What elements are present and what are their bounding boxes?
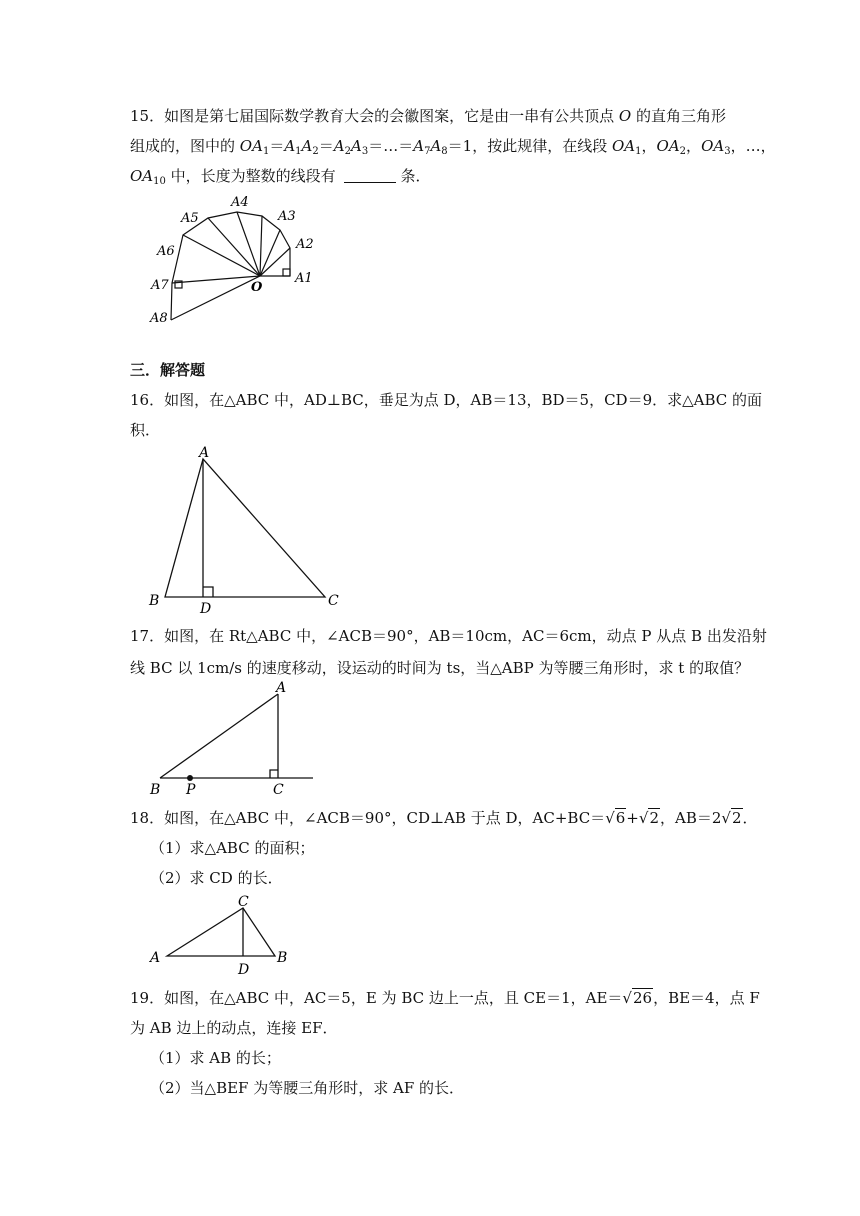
label-a2: A2 bbox=[296, 237, 314, 252]
label-a7: A7 bbox=[151, 278, 169, 293]
q15-line-3: $OA_{10}$ 中，长度为整数的线段有 条． bbox=[130, 167, 431, 187]
q16-label-c: C bbox=[328, 593, 339, 609]
label-a1: A1 bbox=[295, 271, 313, 286]
q17-label-p: P bbox=[186, 782, 196, 798]
q18-label-b: B bbox=[277, 950, 288, 966]
q17-triangle-figure bbox=[145, 680, 320, 798]
sqrt-2: √2 bbox=[638, 809, 659, 827]
q15-spiral-figure bbox=[145, 190, 325, 330]
q18-label-d: D bbox=[238, 962, 250, 978]
sqrt-26: √26 bbox=[622, 989, 653, 1007]
label-a3: A3 bbox=[278, 209, 296, 224]
answer-blank bbox=[344, 168, 396, 183]
q18-triangle-figure bbox=[145, 893, 295, 978]
q18-label-c: C bbox=[238, 894, 249, 910]
q16-triangle-figure bbox=[145, 445, 355, 615]
q17-label-b: B bbox=[150, 782, 161, 798]
q18-part-2: （2）求 CD 的长． bbox=[150, 869, 283, 887]
q17-label-c: C bbox=[273, 782, 284, 798]
q15-line-1: 15．如图是第七届国际数学教育大会的会徽图案，它是由一串有公共顶点 O 的直角三角形 bbox=[130, 107, 726, 125]
sqrt-6: √6 bbox=[605, 809, 626, 827]
q18-label-a: A bbox=[150, 950, 161, 966]
q16-label-b: B bbox=[149, 593, 160, 609]
sqrt-2b: √2 bbox=[721, 809, 742, 827]
q16-line-1: 16．如图，在△ABC 中，AD⊥BC，垂足为点 D，AB＝13，BD＝5，CD＝9．求△ABC 的面 bbox=[130, 391, 763, 409]
label-o: O bbox=[251, 280, 263, 295]
label-a4: A4 bbox=[231, 195, 249, 210]
q16-line-2: 积． bbox=[130, 421, 161, 439]
q19-part-2: （2）当△BEF 为等腰三角形时，求 AF 的长． bbox=[150, 1079, 465, 1097]
q18-line-1: 18．如图，在△ABC 中，∠ACB＝90°，CD⊥AB 于点 D，AC+BC＝√6+√2，AB＝2√2． bbox=[130, 809, 758, 827]
point-p-marker bbox=[187, 775, 193, 781]
q16-label-d: D bbox=[200, 601, 212, 617]
q17-label-a: A bbox=[276, 680, 287, 696]
q19-line-1: 19．如图，在△ABC 中，AC＝5，E 为 BC 边上一点，且 CE＝1，AE＝√26，BE＝4，点 F bbox=[130, 989, 760, 1007]
q19-line-2: 为 AB 边上的动点，连接 EF． bbox=[130, 1019, 338, 1037]
q17-line-1: 17．如图，在 Rt△ABC 中，∠ACB＝90°，AB＝10cm，AC＝6cm，动点 P 从点 B 出发沿射 bbox=[130, 627, 767, 645]
q16-label-a: A bbox=[199, 445, 210, 461]
label-a5: A5 bbox=[181, 211, 199, 226]
q19-part-1: （1）求 AB 的长； bbox=[150, 1049, 281, 1067]
q17-line-2: 线 BC 以 1cm/s 的速度移动，设运动的时间为 ts，当△ABP 为等腰三角形时，求 t 的取值？ bbox=[130, 659, 750, 677]
q18-part-1: （1）求△ABC 的面积； bbox=[150, 839, 315, 857]
q15-line-2: 组成的，图中的 $OA_1=A_1A_2=A_2A_3=\dots=A_7A_8=1$，按此规律，在线段 $OA_1$，$OA_2$，$OA_3$，…， bbox=[130, 137, 776, 157]
label-a8: A8 bbox=[150, 311, 168, 326]
section-title: 三．解答题 bbox=[130, 361, 206, 379]
label-a6: A6 bbox=[157, 244, 175, 259]
